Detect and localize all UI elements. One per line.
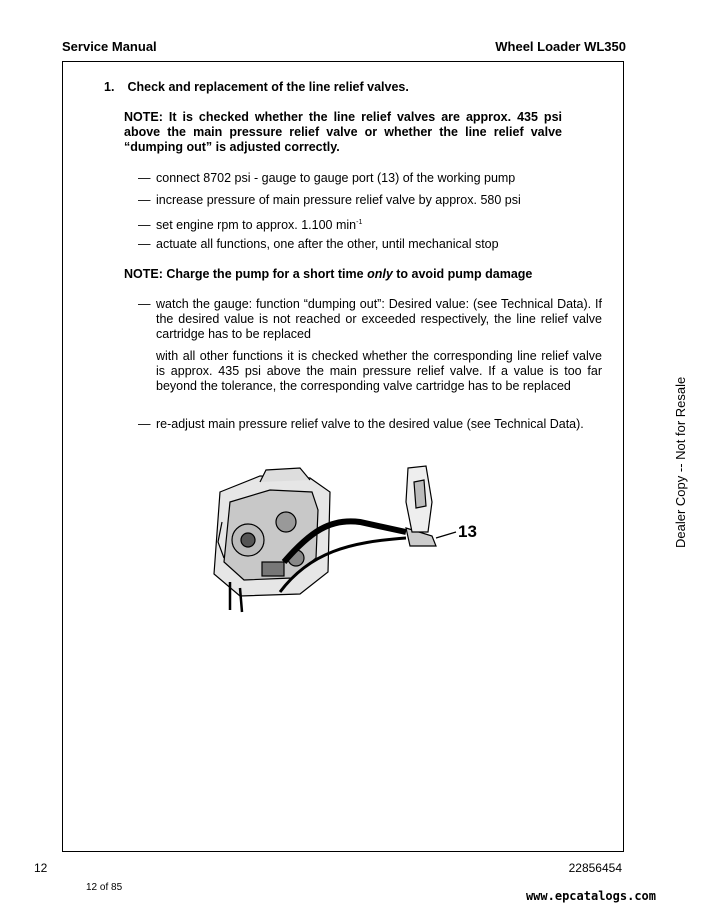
step-text: actuate all functions, one after the other, until mechanical stop — [156, 237, 499, 251]
note-charge-pump-before: NOTE: Charge the pump for a short time — [124, 267, 368, 281]
step-dash: — — [138, 218, 151, 233]
dealer-copy-watermark: Dealer Copy -- Not for Resale — [673, 376, 688, 548]
step-text: re-adjust main pressure relief valve to the desired value (see Technical Data). — [156, 417, 584, 431]
step-dash: — — [138, 237, 151, 251]
header-title-right: Wheel Loader WL350 — [495, 39, 626, 54]
page-of-total: 12 of 85 — [86, 882, 123, 893]
website-link[interactable]: www.epcatalogs.com — [525, 889, 656, 903]
figure-callout-13: 13 — [458, 522, 477, 541]
step-text: connect 8702 psi - gauge to gauge port (13) of the working pump — [156, 171, 516, 185]
step-readjust — [138, 417, 584, 432]
other-functions-text: with all other functions it is checked whether the corresponding line relief valve is approx. 435 psi above the main pressure relief valve. If a value is too far beyond the tolerance, the corresponding valve cartridge has to be replaced — [156, 349, 602, 393]
step-increase-pressure — [138, 193, 521, 208]
note-line-relief: NOTE: It is checked whether the line relief valves are approx. 435 psi above the main pressure relief valve or whether the line relief valve “dumping out” is adjusted correctly. — [124, 110, 562, 154]
engine-pump-illustration — [200, 462, 490, 622]
page-number: 12 — [34, 861, 48, 875]
watch-gauge-text: watch the gauge: function “dumping out”: Desired value: (see Technical Data). If the desired value is not reached or exceeded respectively, the line relief valve cartridge has to be replaced — [156, 297, 602, 341]
step-watch-gauge — [138, 297, 156, 312]
step-dash: — — [138, 297, 151, 311]
step-dash: — — [138, 417, 151, 431]
step-text: set engine rpm to approx. 1.100 min — [156, 218, 357, 233]
step-dash: — — [138, 193, 151, 207]
section-title: Check and replacement of the line relief valves. — [127, 80, 409, 94]
note-charge-pump-after: to avoid pump damage — [392, 267, 533, 281]
step-engine-rpm — [138, 215, 362, 233]
step-dash: — — [138, 171, 151, 185]
step-connect-gauge — [138, 171, 515, 186]
note-charge-pump — [124, 267, 532, 281]
header-title-left: Service Manual — [62, 39, 157, 54]
step-actuate-functions — [138, 237, 499, 252]
step-text: increase pressure of main pressure relief valve by approx. 580 psi — [156, 193, 521, 207]
note-charge-pump-emphasis: only — [367, 267, 393, 281]
section-heading — [104, 80, 409, 94]
section-number: 1. — [104, 80, 115, 94]
document-number: 22856454 — [568, 861, 622, 875]
step-superscript: -1 — [356, 219, 363, 226]
